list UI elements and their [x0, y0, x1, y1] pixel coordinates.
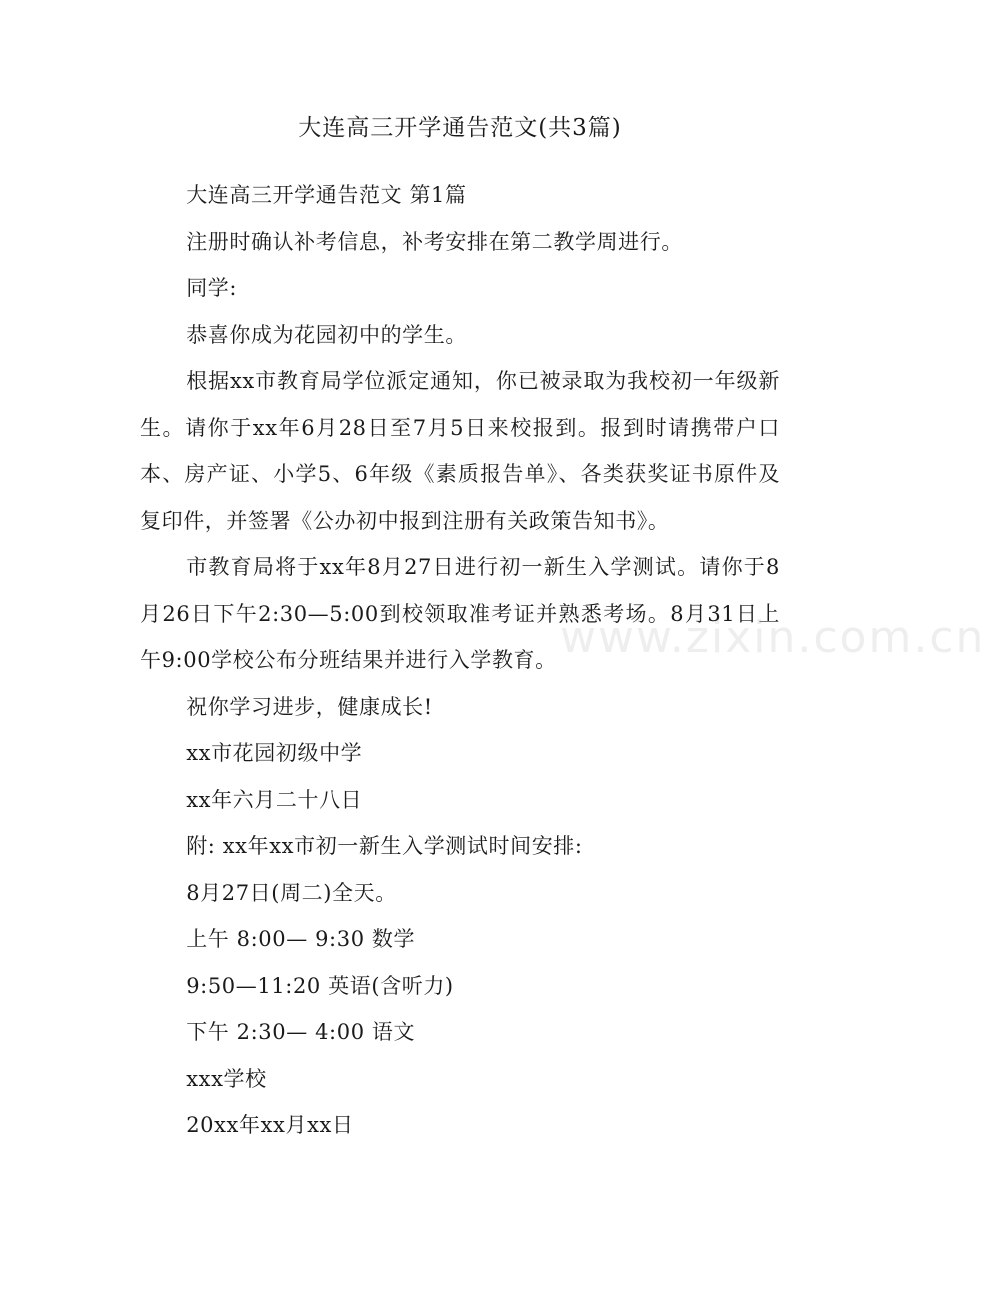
paragraph-wishes: 祝你学习进步，健康成长! — [186, 694, 433, 719]
schedule-english: 9:50—11:20 英语(含听力) — [186, 973, 454, 998]
schedule-math: 上午 8:00— 9:30 数学 — [186, 927, 416, 951]
footer-date: 20xx年xx月xx日 — [186, 1113, 354, 1137]
paragraph-registration: 根据xx市教育局学位派定通知，你已被录取为我校初一年级新生。请你于xx年6月28日至7月5日来校报到。报到时请携带户口本、房产证、小学5、6年级《素质报告单》、各类获奖证书原件及复印件，并签署《公办初中报到注册有关政策告知书》。 — [140, 369, 780, 533]
paragraph-entrance-test: 市教育局将于xx年8月27日进行初一新生入学测试。请你于8月26日下午2:30—5:00到校领取准考证并熟悉考场。8月31日上午9:00学校公布分班结果并进行入学教育。 — [140, 555, 780, 672]
document-title: 大连高三开学通告范文(共3篇) — [298, 115, 622, 141]
paragraph-congratulations: 恭喜你成为花园初中的学生。 — [186, 322, 467, 347]
signature-date: xx年六月二十八日 — [186, 787, 363, 812]
paragraph-makeup-exam-note: 注册时确认补考信息，补考安排在第二教学周进行。 — [186, 229, 683, 254]
watermark: www.zixin.com.cn — [560, 612, 985, 663]
schedule-day: 8月27日(周二)全天。 — [186, 880, 397, 905]
section-heading: 大连高三开学通告范文 第1篇 — [186, 183, 467, 207]
schedule-chinese: 下午 2:30— 4:00 语文 — [186, 1020, 416, 1044]
footer-school: xxx学校 — [186, 1066, 267, 1091]
appendix-heading: 附: xx年xx市初一新生入学测试时间安排: — [186, 834, 583, 858]
signature-school: xx市花园初级中学 — [186, 741, 363, 765]
document-body — [140, 172, 780, 1149]
paragraph-salutation: 同学: — [186, 276, 238, 300]
